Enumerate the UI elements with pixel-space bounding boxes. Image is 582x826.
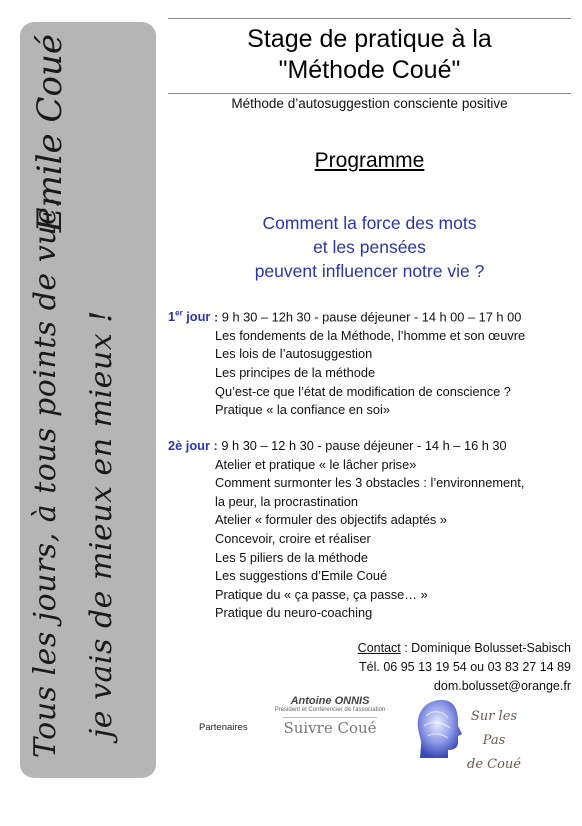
title-divider [168,93,571,94]
list-item: Pratique du « ça passe, ça passe… » [215,586,428,602]
contact-label: Contact [357,641,401,655]
onnis-logo [271,695,389,755]
sur-les-pas-de-coue-logo [412,696,522,772]
list-item: la peur, la procrastination [215,493,358,509]
list-item: Atelier « formuler des objectifs adaptés » [215,512,447,528]
quote-author: Emile Coué [30,34,70,233]
list-item: Qu’est-ce que l’état de modification de conscience ? [215,383,511,399]
head-profile-icon [412,696,472,762]
list-item: Comment surmonter les 3 obstacles : l’environnement, [215,475,525,491]
day-1-block [168,305,525,420]
list-item: Les fondements de la Méthode, l’homme et son œuvre [215,327,526,343]
tagline-line: et les pensées [313,237,426,257]
coue-logo-text: Sur les Pas de Coué [467,709,521,772]
day-1-header: 1er jour : 9 h 30 – 12h 30 - pause déjeuner - 14 h 00 – 17 h 00 [168,309,522,325]
quote-banner [20,22,156,778]
list-item: Pratique du neuro-coaching [215,605,373,621]
onnis-name: Antoine ONNIS [290,695,370,707]
title-line-2: "Méthode Coué" [278,56,461,84]
quote-line-2: je vais de mieux en mieux ! [84,310,119,738]
quote-line-1: Tous les jours, à tous points de vue, [28,196,63,758]
tagline [168,211,571,283]
onnis-role: Président et Conférencier de l'association [274,707,386,713]
day-2-label: 2è jour [168,438,210,453]
day-1-items [168,327,525,420]
page-title [168,24,571,86]
list-item: Atelier et pratique « le lâcher prise» [215,456,417,472]
list-item: Les principes de la méthode [215,365,376,381]
list-item: Les 5 piliers de la méthode [215,549,368,565]
day-2-items [168,456,524,623]
contact-name: : Dominique Bolusset-Sabisch [400,641,571,655]
programme-heading: Programme [314,149,425,172]
day-2-schedule: 9 h 30 – 12 h 30 - pause déjeuner - 14 h – 16 h 30 [221,438,507,453]
quote-rotated [22,30,154,770]
contact-phone: Tél. 06 95 13 19 54 ou 03 83 27 14 89 [359,660,571,674]
top-divider [168,18,571,19]
contact-email[interactable]: dom.bolusset@orange.fr [433,679,571,693]
day-2-block [168,437,524,623]
partners-label: Partenaires [199,722,248,733]
day-1-label: 1er jour [168,309,211,325]
contact-line [358,639,571,658]
list-item: Les suggestions d’Emile Coué [215,568,388,584]
title-line-1: Stage de pratique à la [247,25,492,53]
list-item: Les lois de l’autosuggestion [215,346,373,362]
tagline-line: peuvent influencer notre vie ? [254,261,485,281]
subtitle: Méthode d’autosuggestion consciente positive [231,96,508,111]
day-2-header: 2è jour : 9 h 30 – 12 h 30 - pause déjeuner - 14 h – 16 h 30 [168,438,507,453]
day-1-schedule: 9 h 30 – 12h 30 - pause déjeuner - 14 h 00 – 17 h 00 [221,309,522,325]
contact-block [358,639,571,696]
tagline-line: Comment la force des mots [262,213,477,233]
onnis-brand: Suivre Coué [283,719,377,737]
list-item: Pratique « la confiance en soi» [215,402,391,418]
list-item: Concevoir, croire et réaliser [215,530,371,546]
